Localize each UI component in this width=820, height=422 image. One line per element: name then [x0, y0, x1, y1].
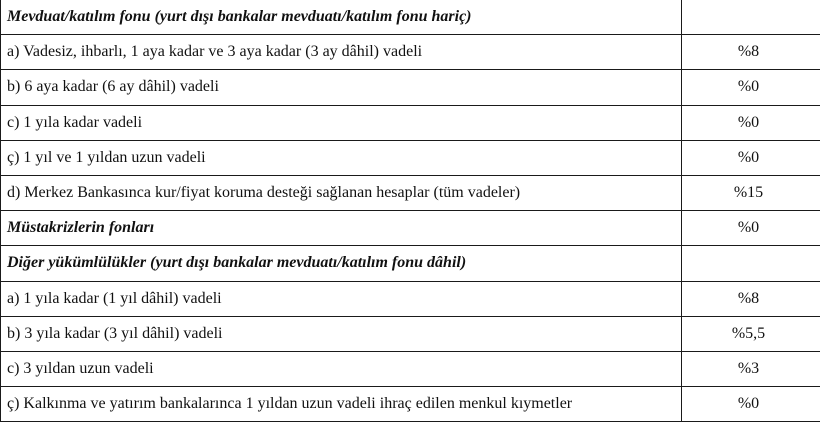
row-rate [682, 246, 820, 281]
table-row [1, 70, 820, 105]
row-description: ç) Kalkınma ve yatırım bankalarınca 1 yıldan uzun vadeli ihraç edilen menkul kıymetler [1, 387, 682, 422]
row-description: Müstakrizlerin fonları [1, 211, 682, 246]
table-row [1, 316, 820, 351]
table-row [1, 105, 820, 140]
row-rate: %3 [682, 351, 820, 386]
row-description: Mevduat/katılım fonu (yurt dışı bankalar mevduatı/katılım fonu hariç) [1, 0, 682, 35]
row-rate: %8 [682, 281, 820, 316]
table-row-borrower-funds-heading [1, 211, 820, 246]
row-rate: %0 [682, 140, 820, 175]
table-row [1, 351, 820, 386]
table-row [1, 387, 820, 422]
row-description: a) Vadesiz, ihbarlı, 1 aya kadar ve 3 aya kadar (3 ay dâhil) vadeli [1, 35, 682, 70]
row-description: Diğer yükümlülükler (yurt dışı bankalar mevduatı/katılım fonu dâhil) [1, 246, 682, 281]
table-body [1, 0, 820, 422]
row-rate: %0 [682, 387, 820, 422]
row-rate: %0 [682, 105, 820, 140]
row-description: c) 3 yıldan uzun vadeli [1, 351, 682, 386]
row-rate: %0 [682, 70, 820, 105]
table-row [1, 281, 820, 316]
row-rate: %0 [682, 211, 820, 246]
row-rate: %8 [682, 35, 820, 70]
row-description: ç) 1 yıl ve 1 yıldan uzun vadeli [1, 140, 682, 175]
row-rate: %15 [682, 175, 820, 210]
row-rate [682, 0, 820, 35]
row-description: d) Merkez Bankasınca kur/fiyat koruma desteği sağlanan hesaplar (tüm vadeler) [1, 175, 682, 210]
row-description: b) 6 aya kadar (6 ay dâhil) vadeli [1, 70, 682, 105]
table-row-other-liabilities-heading [1, 246, 820, 281]
table-row [1, 140, 820, 175]
row-description: c) 1 yıla kadar vadeli [1, 105, 682, 140]
row-description: b) 3 yıla kadar (3 yıl dâhil) vadeli [1, 316, 682, 351]
table-row-deposits-heading [1, 0, 820, 35]
table-row [1, 175, 820, 210]
row-description: a) 1 yıla kadar (1 yıl dâhil) vadeli [1, 281, 682, 316]
row-rate: %5,5 [682, 316, 820, 351]
table-row [1, 35, 820, 70]
